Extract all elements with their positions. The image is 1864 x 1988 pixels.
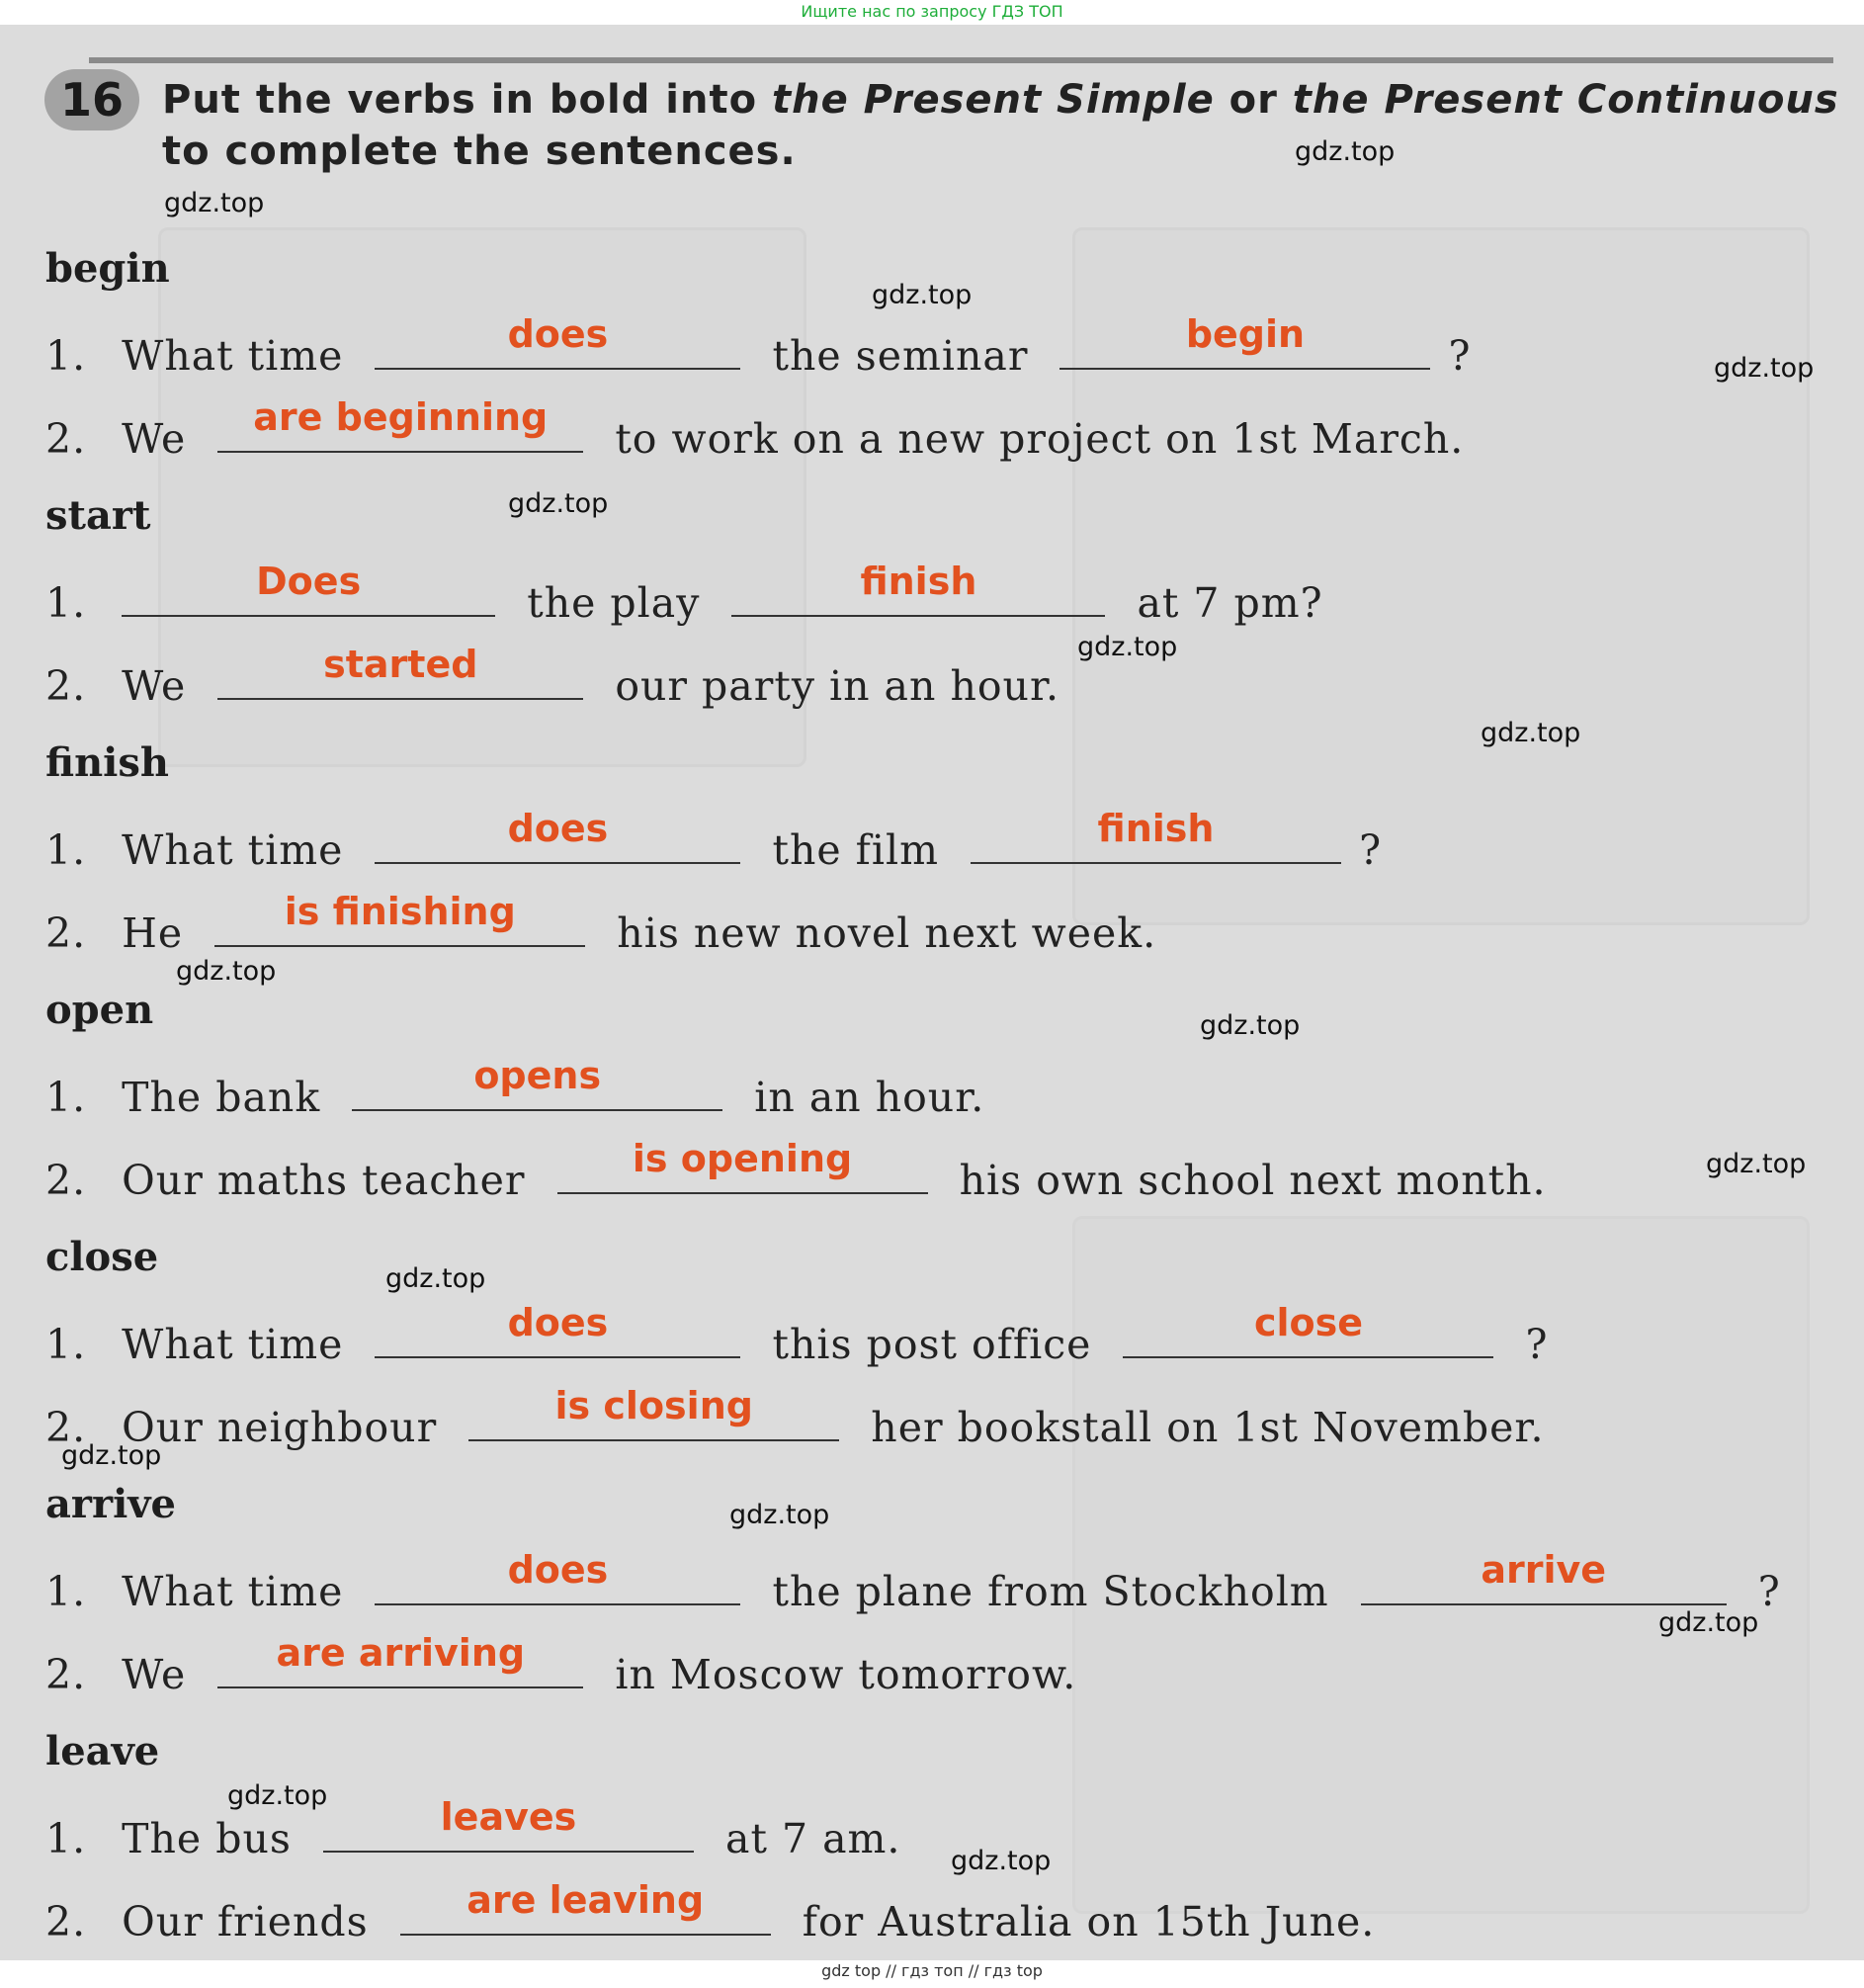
watermark: gdz.top	[227, 1780, 328, 1811]
sentence-number: 1.	[45, 1321, 87, 1368]
watermark: gdz.top	[164, 188, 265, 218]
header-rule	[89, 57, 1833, 63]
sentence-text: Our maths teacher	[122, 1157, 526, 1204]
sentence-text: in an hour.	[754, 1074, 985, 1121]
sentence-text: The bus	[122, 1815, 292, 1862]
answer-text: Does	[256, 560, 362, 603]
sentence-number: 1.	[45, 1568, 87, 1615]
sentence-text: our party in an hour.	[615, 662, 1060, 710]
answer-blank[interactable]	[731, 560, 1105, 617]
sentence	[45, 1054, 985, 1121]
answer-text: does	[507, 1301, 609, 1344]
answer-text: are arriving	[276, 1631, 526, 1675]
sentence	[45, 395, 1465, 463]
sentence-text: ?	[1448, 332, 1472, 380]
sentence-text: the play	[527, 579, 701, 627]
answer-blank[interactable]	[375, 807, 740, 864]
sentence-text: ?	[1359, 826, 1383, 874]
sentence-text: at 7 pm?	[1137, 579, 1323, 627]
watermark: gdz.top	[729, 1500, 830, 1530]
verb-heading: start	[45, 492, 151, 539]
sentence-number: 2.	[45, 415, 87, 463]
answer-blank[interactable]	[214, 890, 585, 947]
sentence	[45, 1384, 1545, 1451]
answer-text: opens	[473, 1054, 602, 1097]
sentence-number: 2.	[45, 1651, 87, 1698]
watermark: gdz.top	[1077, 632, 1178, 662]
answer-text: finish	[860, 560, 977, 603]
watermark: gdz.top	[1295, 136, 1396, 167]
sentence-text: his own school next month.	[959, 1157, 1547, 1204]
watermark: gdz.top	[872, 280, 973, 310]
verb-heading: begin	[45, 245, 170, 292]
answer-blank[interactable]	[1123, 1301, 1493, 1358]
sentence-number: 2.	[45, 1404, 87, 1451]
sentence-number: 1.	[45, 1074, 87, 1121]
bottom-banner: gdz top // гдз топ // гдз top	[821, 1961, 1043, 1980]
watermark: gdz.top	[61, 1440, 162, 1471]
sentence-text: What time	[122, 826, 344, 874]
answer-blank[interactable]	[971, 807, 1341, 864]
sentence-text: We	[122, 662, 187, 710]
instruction-text: Put the verbs in bold into	[162, 77, 772, 123]
instruction-line-2: to complete the sentences.	[162, 129, 797, 174]
answer-blank[interactable]	[1059, 312, 1430, 370]
answer-blank[interactable]	[375, 312, 740, 370]
sentence	[45, 1878, 1376, 1945]
sentence-text: ?	[1757, 1568, 1781, 1615]
sentence-text: ?	[1525, 1321, 1549, 1368]
sentence-text: this post office	[772, 1321, 1092, 1368]
verb-heading: finish	[45, 739, 169, 786]
sentence	[45, 560, 1323, 627]
sentence-number: 1.	[45, 579, 87, 627]
sentence-text: What time	[122, 332, 344, 380]
sentence-text: We	[122, 1651, 187, 1698]
answer-blank[interactable]	[557, 1137, 928, 1194]
sentence-text: the film	[772, 826, 939, 874]
sentence-text: in Moscow tomorrow.	[615, 1651, 1077, 1698]
watermark: gdz.top	[951, 1846, 1052, 1876]
verb-heading: leave	[45, 1728, 160, 1774]
answer-blank[interactable]	[375, 1548, 740, 1605]
answer-text: are leaving	[466, 1878, 705, 1922]
verb-heading: arrive	[45, 1481, 176, 1527]
sentence	[45, 1301, 1549, 1368]
answer-blank[interactable]	[400, 1878, 771, 1936]
answer-blank[interactable]	[217, 395, 583, 453]
sentence-text: The bank	[122, 1074, 321, 1121]
watermark: gdz.top	[1706, 1149, 1807, 1179]
watermark: gdz.top	[1200, 1010, 1301, 1041]
answer-blank[interactable]	[122, 560, 495, 617]
sentence	[45, 807, 1383, 874]
answer-text: does	[507, 807, 609, 850]
sentence-text: at 7 am.	[725, 1815, 901, 1862]
sentence-number: 2.	[45, 662, 87, 710]
answer-text: started	[323, 643, 478, 686]
watermark: gdz.top	[1481, 718, 1581, 748]
sentence-text: to work on a new project on 1st March.	[615, 415, 1465, 463]
sentence-number: 1.	[45, 332, 87, 380]
instruction-or: or	[1214, 77, 1293, 123]
sentence-text: He	[122, 909, 184, 957]
answer-text: leaves	[440, 1795, 577, 1839]
answer-text: is opening	[632, 1137, 853, 1180]
sentence	[45, 1548, 1781, 1615]
sentence-text: Our neighbour	[122, 1404, 438, 1451]
sentence-number: 2.	[45, 909, 87, 957]
sentence-text: for Australia on 15th June.	[802, 1898, 1376, 1945]
watermark: gdz.top	[1658, 1607, 1759, 1638]
answer-text: is closing	[554, 1384, 753, 1427]
verb-heading: close	[45, 1234, 159, 1280]
answer-text: does	[507, 1548, 609, 1592]
sentence-text: the plane from Stockholm	[772, 1568, 1329, 1615]
sentence-number: 2.	[45, 1898, 87, 1945]
answer-blank[interactable]	[323, 1795, 694, 1853]
answer-text: begin	[1185, 312, 1306, 356]
sentence-text: Our friends	[122, 1898, 369, 1945]
watermark: gdz.top	[1714, 353, 1815, 384]
sentence-number: 2.	[45, 1157, 87, 1204]
sentence-text: What time	[122, 1321, 344, 1368]
answer-text: finish	[1097, 807, 1215, 850]
answer-text: close	[1253, 1301, 1363, 1344]
watermark: gdz.top	[176, 956, 277, 987]
sentence	[45, 312, 1472, 380]
answer-blank[interactable]	[217, 1631, 583, 1688]
answer-text: are beginning	[253, 395, 549, 439]
answer-blank[interactable]	[217, 643, 583, 700]
sentence	[45, 1631, 1077, 1698]
answer-blank[interactable]	[1361, 1548, 1727, 1605]
instruction-line-1	[162, 77, 1839, 123]
answer-blank[interactable]	[375, 1301, 740, 1358]
verb-heading: open	[45, 987, 154, 1033]
sentence-text: the seminar	[772, 332, 1029, 380]
watermark: gdz.top	[385, 1263, 486, 1294]
sentence-text: his new novel next week.	[617, 909, 1157, 957]
answer-text: arrive	[1481, 1548, 1607, 1592]
answer-blank[interactable]	[468, 1384, 839, 1441]
sentence-text: her bookstall on 1st November.	[871, 1404, 1545, 1451]
top-banner: Ищите нас по запросу ГДЗ ТОП	[801, 2, 1063, 21]
watermark: gdz.top	[508, 488, 609, 519]
answer-text: is finishing	[284, 890, 516, 933]
answer-blank[interactable]	[352, 1054, 722, 1111]
answer-text: does	[507, 312, 609, 356]
sentence	[45, 1137, 1547, 1204]
sentence-number: 1.	[45, 1815, 87, 1862]
sentence-text: What time	[122, 1568, 344, 1615]
sentence	[45, 890, 1157, 957]
sentence-number: 1.	[45, 826, 87, 874]
sentence	[45, 643, 1060, 710]
instruction-tense-2: the Present Continuous	[1292, 77, 1839, 123]
exercise-number: 16	[44, 69, 139, 130]
instruction-tense-1: the Present Simple	[772, 77, 1215, 123]
sentence-text: We	[122, 415, 187, 463]
